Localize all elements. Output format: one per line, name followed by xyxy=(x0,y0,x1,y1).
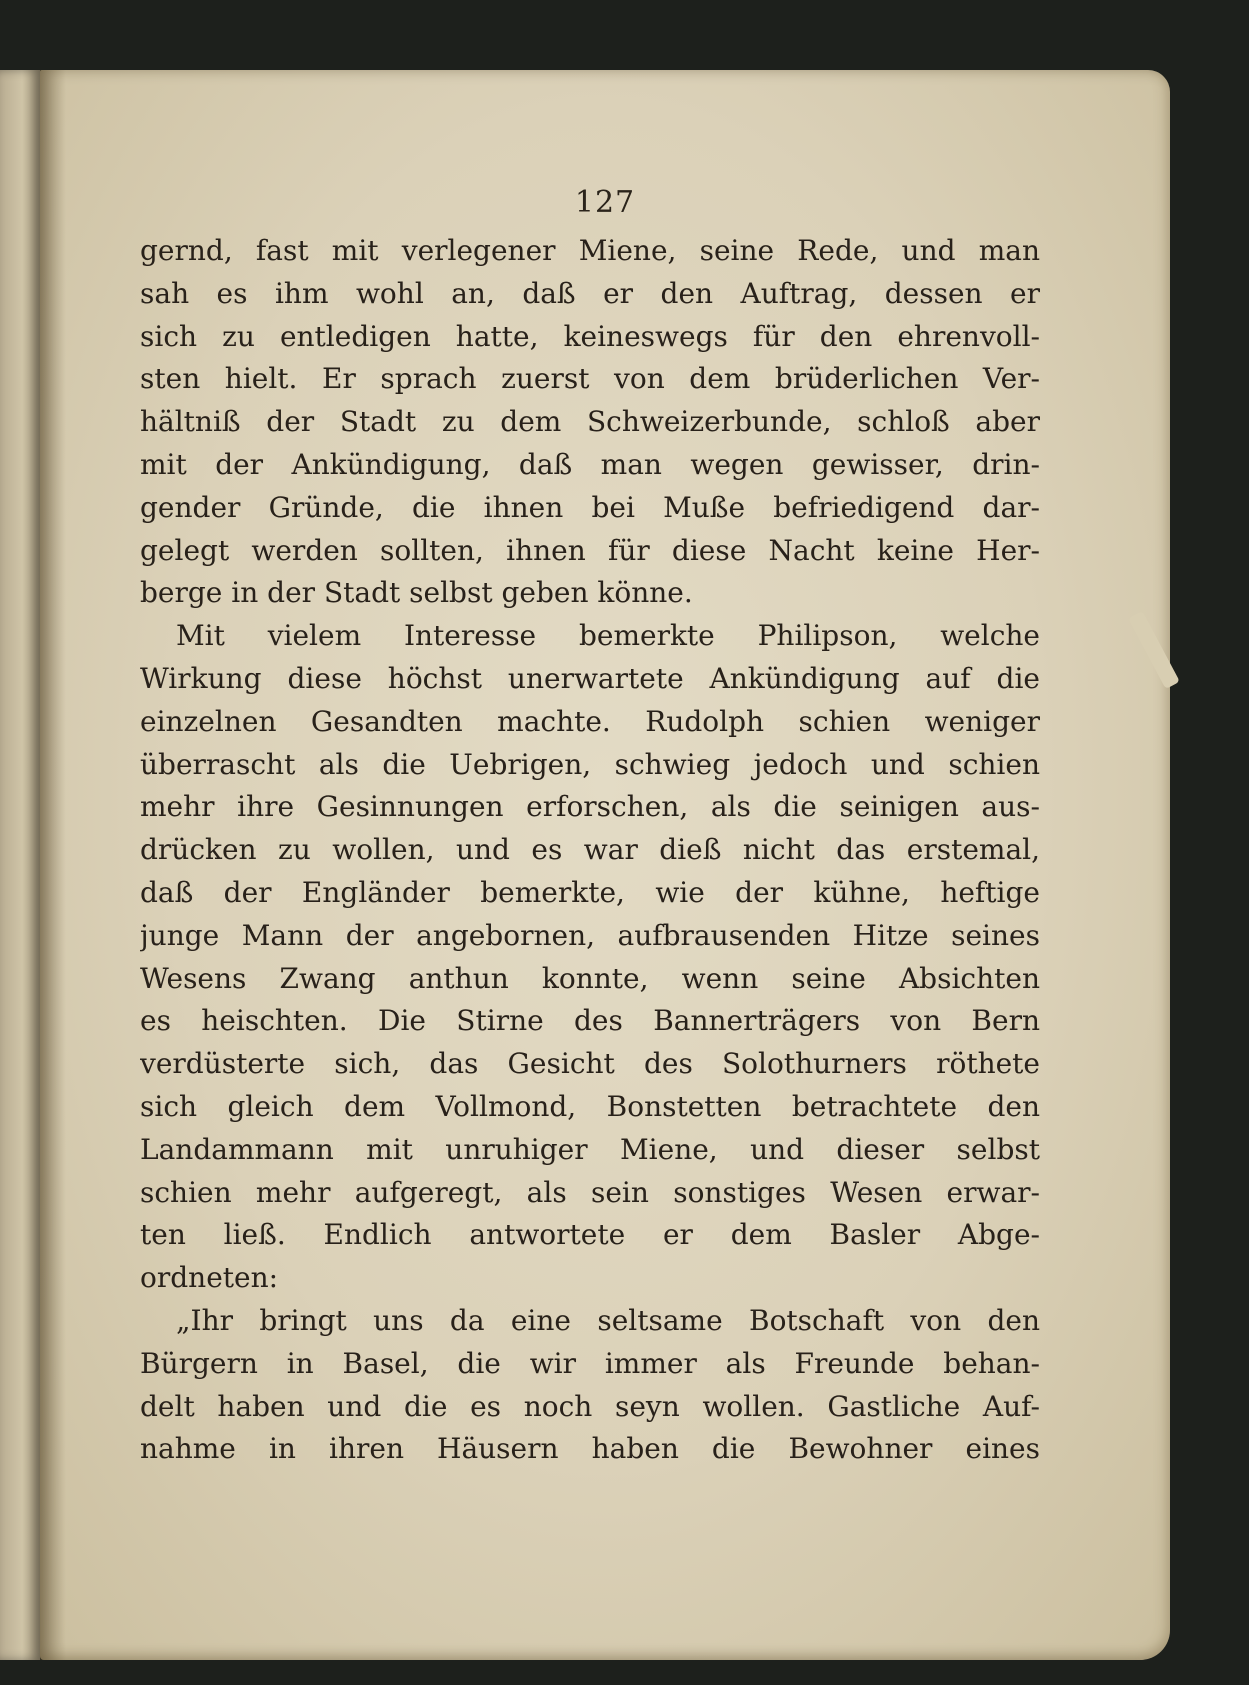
text-line: drücken zu wollen, und es war dieß nicht das erstemal, xyxy=(140,833,1040,867)
text-line: sich gleich dem Vollmond, Bonstetten betrachtete den xyxy=(140,1089,1040,1123)
text-line: sich zu entledigen hatte, keineswegs für den ehrenvoll- xyxy=(140,319,1040,353)
text-line: es heischten. Die Stirne des Bannerträgers von Bern xyxy=(140,1004,1040,1038)
book-page xyxy=(40,70,1170,1660)
page-text xyxy=(140,230,1040,1471)
text-line: gender Gründe, die ihnen bei Muße befriedigend dar- xyxy=(140,490,1040,524)
text-line: hältniß der Stadt zu dem Schweizerbunde, schloß aber xyxy=(140,405,1040,439)
text-line: Bürgern in Basel, die wir immer als Freunde behan- xyxy=(140,1346,1040,1380)
text-line: gernd, fast mit verlegener Miene, seine Rede, und man xyxy=(140,234,1040,267)
text-line: nahme in ihren Häusern haben die Bewohner eines xyxy=(140,1432,1040,1466)
page-edge-nick xyxy=(1128,611,1180,689)
text-line: daß der Engländer bemerkte, wie der kühne, heftige xyxy=(140,875,1040,909)
facing-page-edge xyxy=(0,70,40,1660)
text-line: „Ihr bringt uns da eine seltsame Botschaft von den xyxy=(176,1303,1040,1337)
text-line: mehr ihre Gesinnungen erforschen, als die seinigen aus- xyxy=(140,790,1040,824)
text-line: Mit vielem Interesse bemerkte Philipson, welche xyxy=(176,619,1040,653)
text-line: gelegt werden sollten, ihnen für diese Nacht keine Her- xyxy=(140,533,1040,567)
text-line: Landammann mit unruhiger Miene, und dieser selbst xyxy=(140,1132,1040,1166)
text-line: überrascht als die Uebrigen, schwieg jedoch und schien xyxy=(140,747,1040,781)
text-line: einzelnen Gesandten machte. Rudolph schien weniger xyxy=(140,704,1040,738)
text-line: Wirkung diese höchst unerwartete Ankündigung auf die xyxy=(140,661,1040,695)
text-line: ordneten: xyxy=(140,1261,279,1295)
text-line: mit der Ankündigung, daß man wegen gewisser, drin- xyxy=(140,447,1040,481)
text-line: junge Mann der angebornen, aufbrausenden Hitze seines xyxy=(140,918,1040,952)
spine-shadow xyxy=(40,70,66,1660)
text-line: schien mehr aufgeregt, als sein sonstiges Wesen erwar- xyxy=(140,1175,1040,1209)
text-line: sah es ihm wohl an, daß er den Auftrag, dessen er xyxy=(140,276,1040,310)
text-line: Wesens Zwang anthun konnte, wenn seine Absichten xyxy=(140,961,1040,995)
text-line: sten hielt. Er sprach zuerst von dem brüderlichen Ver- xyxy=(140,362,1040,396)
text-line: berge in der Stadt selbst geben könne. xyxy=(140,576,693,610)
page-number: 127 xyxy=(574,185,636,220)
text-line: ten ließ. Endlich antwortete er dem Basler Abge- xyxy=(140,1218,1040,1252)
text-line: delt haben und die es noch seyn wollen. Gastliche Auf- xyxy=(140,1389,1040,1423)
text-line: verdüsterte sich, das Gesicht des Solothurners röthete xyxy=(140,1047,1040,1081)
